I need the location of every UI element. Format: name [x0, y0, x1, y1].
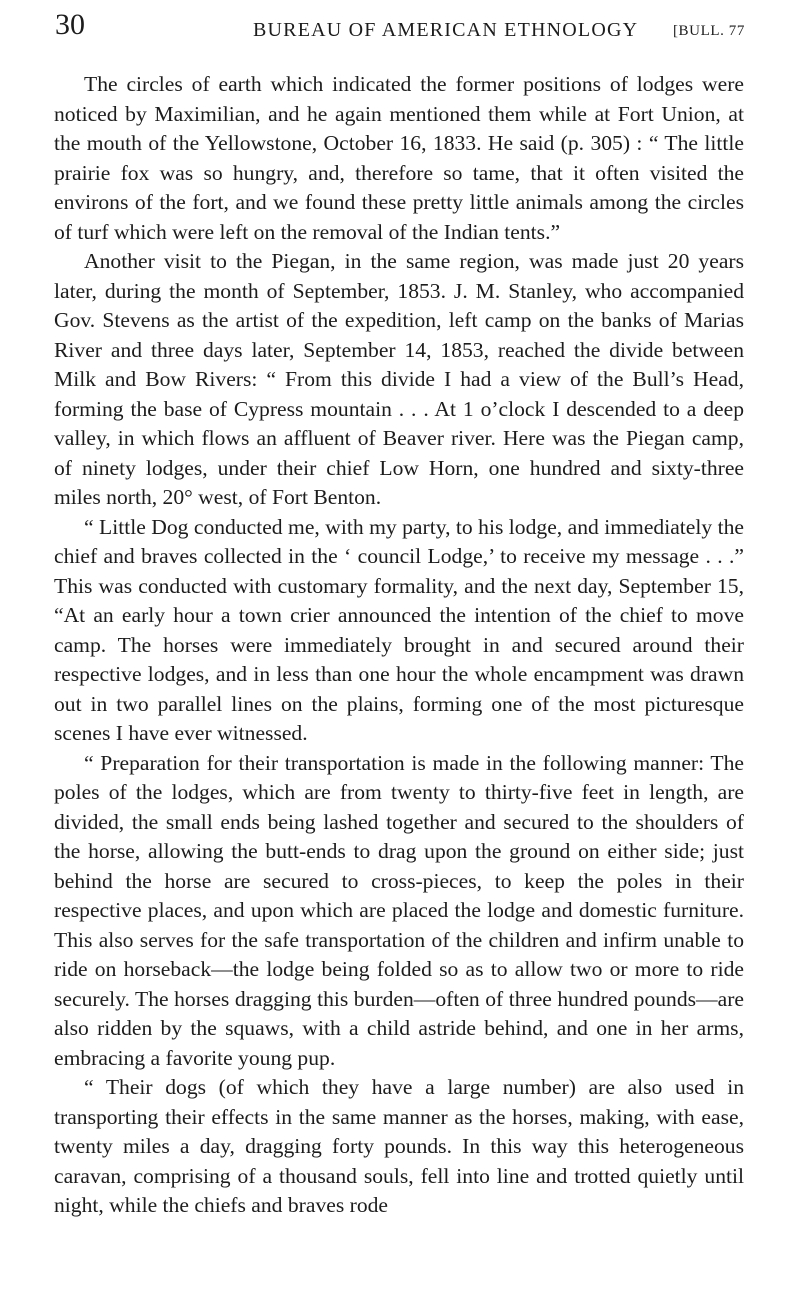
paragraph: “ Their dogs (of which they have a large number) are also used in transporting their effects in the same manner as the horses, making, with ease, twenty miles a day, dragging forty pounds. In this way this heterogeneous caravan, comprising of a thousand souls, fell into line and trotted quietly until night, while the chiefs and braves rode [54, 1075, 744, 1217]
body-text [54, 70, 744, 1221]
bulletin-reference: [BULL. 77 [672, 23, 745, 39]
paragraph: Another visit to the Piegan, in the same region, was made just 20 years later, during the month of September, 1853. J. M. Stanley, who accompanied Gov. Stevens as the artist of the expedition, left camp on the banks of Marias River and three days later, September 14, 1853, reached the divide between Milk and Bow Rivers: “ From this divide I had a view of the Bull’s Head, forming the base of Cypress mountain . . . At 1 o’clock I descended to a deep valley, in which flows an affluent of Beaver river. Here was the Piegan camp, of ninety lodges, under their chief Low Horn, one hundred and sixty-three miles north, 20° west, of Fort Benton. [54, 249, 744, 509]
running-head: BUREAU OF AMERICAN ETHNOLOGY [253, 19, 639, 41]
page-number: 30 [55, 8, 85, 41]
paragraph: “ Preparation for their transportation is made in the following manner: The poles of the lodges, which are from twenty to thirty-five feet in length, are divided, the small ends being lashed together and secured to the shoulders of the horse, allowing the butt-ends to drag upon the ground on either side; just behind the horse are secured to cross-pieces, to keep the poles in their respective places, and upon which are placed the lodge and domestic furniture. This also serves for the safe transportation of the children and infirm unable to ride on horseback—the lodge being folded so as to allow two or more to ride securely. The horses dragging this burden—often of three hundred pounds—are also ridden by the squaws, with a child astride behind, and one in her arms, embracing a favorite young pup. [54, 750, 744, 1070]
paragraph: “ Little Dog conducted me, with my party, to his lodge, and immediately the chief and braves collected in the ‘ council Lodge,’ to receive my message . . .” This was conducted with customary formality, and the next day, September 15, “At an early hour a town crier announced the intention of the chief to move camp. The horses were immediately brought in and secured around their respective lodges, and in less than one hour the whole encampment was drawn out in two parallel lines on the plains, forming one of the most picturesque scenes I have ever witnessed. [54, 514, 744, 745]
page-header [55, 8, 745, 48]
paragraph: The circles of earth which indicated the former positions of lodges were noticed by Maximilian, and he again mentioned them while at Fort Union, at the mouth of the Yellowstone, October 16, 1833. He said (p. 305) : “ The little prairie fox was so hungry, and, therefore so tame, that it often visited the environs of the fort, and we found these pretty little animals among the circles of turf which were left on the removal of the Indian tents.” [54, 72, 744, 244]
